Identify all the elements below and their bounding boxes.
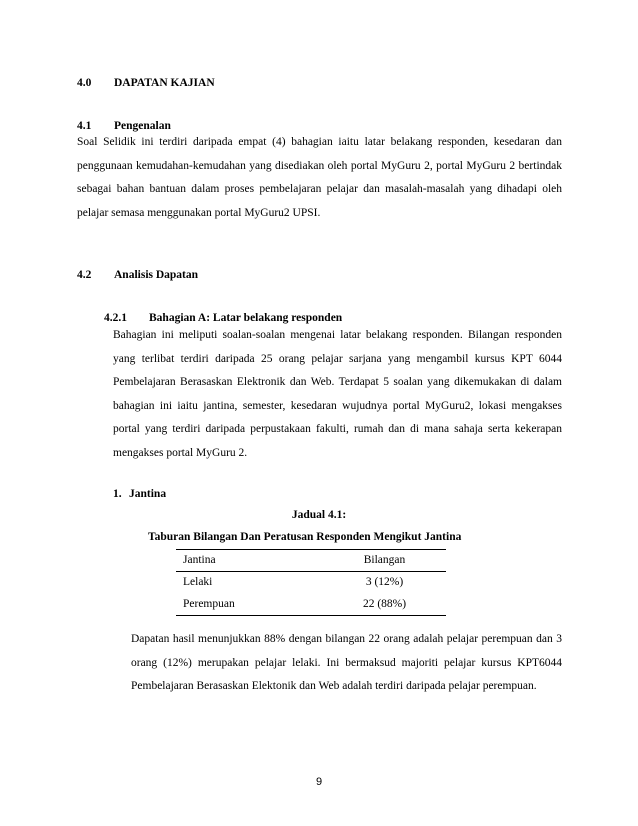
- table-caption: Taburan Bilangan Dan Peratusan Responden Mengikut Jantina: [148, 531, 462, 543]
- page-number: 9: [315, 776, 323, 788]
- table-header-gender: Jantina: [183, 554, 216, 566]
- conclusion-paragraph: Dapatan hasil menunjukkan 88% dengan bilangan 22 orang adalah pelajar perempuan dan 3 orang (12%) merupakan pelajar lelaki. Ini bermaksud majoriti pelajar kursus KPT6044 Pembelajaran Berasaskan Elektonik dan Web adalah terdiri daripada pelajar perempuan.: [131, 633, 562, 692]
- section-4-0-number: 4.0: [77, 77, 92, 89]
- section-4-2-1-number: 4.2.1: [104, 312, 127, 324]
- table-cell-count: 3 (12%): [365, 576, 404, 588]
- table-row: [183, 571, 446, 593]
- table-header-count: Bilangan: [363, 554, 406, 566]
- table-cell-gender: Lelaki: [183, 576, 213, 588]
- section-4-1-paragraph: Soal Selidik ini terdiri daripada empat (4) bahagian iaitu latar belakang responden, kesedaran dan penggunaan kemudahan-kemudahan yang disediakan oleh portal MyGuru 2, portal MyGuru 2 bertindak sebagai bahan bantuan dalam proses pembelajaran pelajar dan masalah-masalah yang dihadapi oleh pelajar semasa menggunakan portal MyGuru2 UPSI.: [77, 136, 562, 219]
- table-cell-gender: Perempuan: [183, 598, 235, 610]
- table-cell-count: 22 (88%): [362, 598, 407, 610]
- section-4-2-1-title: Bahagian A: Latar belakang responden: [149, 312, 343, 324]
- table-row: [183, 593, 446, 615]
- table-bottom-rule: [176, 615, 446, 616]
- section-4-2-1-paragraph: Bahagian ini meliputi soalan-soalan mengenai latar belakang responden. Bilangan responden yang terlibat terdiri daripada 25 orang pelajar sarjana yang mengambil kursus KPT 6044 Pembelajaran Berasaskan Elektronik dan Web. Terdapat 5 soalan yang dikemukakan di dalam bahagian ini iaitu jantina, semester, kesedaran wujudnya portal MyGuru2, lokasi mengakses portal yang terdiri daripada perpustakaan fakulti, rumah dan di mana sahaja serta kekerapan mengakses portal MyGuru 2.: [113, 329, 562, 459]
- gender-table: [183, 549, 446, 615]
- table-header-row: [183, 549, 446, 571]
- item-1-title: Jantina: [129, 488, 167, 500]
- section-4-0-title: DAPATAN KAJIAN: [114, 77, 215, 89]
- item-1-label: 1.: [113, 488, 122, 500]
- section-4-2-number: 4.2: [77, 269, 92, 281]
- section-4-1-title: Pengenalan: [114, 120, 171, 132]
- section-4-1-number: 4.1: [77, 120, 92, 132]
- section-4-2-title: Analisis Dapatan: [114, 269, 199, 281]
- table-number: Jadual 4.1:: [291, 509, 347, 521]
